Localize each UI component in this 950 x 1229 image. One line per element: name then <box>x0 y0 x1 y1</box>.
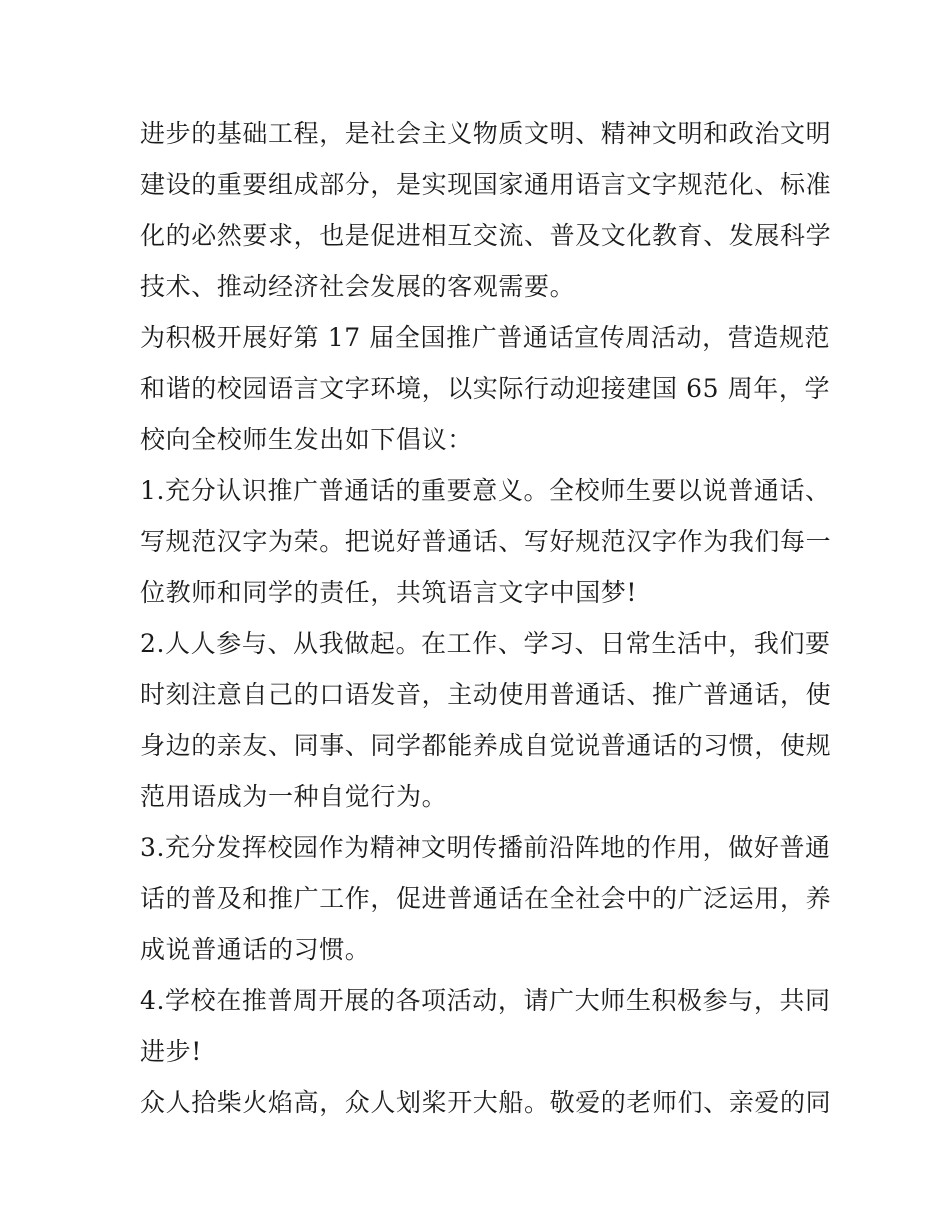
text-line: 4.学校在推普周开展的各项活动，请广大师生积极参与，共同 <box>140 986 831 1015</box>
text-line: 和谐的校园语言文字环境，以实际行动迎接建国 65 周年，学 <box>140 374 831 403</box>
paragraph-intro-continuation <box>140 108 830 312</box>
text-line: 进步! <box>140 1037 202 1066</box>
text-line: 化的必然要求，也是促进相互交流、普及文化教育、发展科学 <box>140 221 832 250</box>
text-line: 话的普及和推广工作，促进普通话在全社会中的广泛运用，养 <box>140 884 832 913</box>
paragraph-item-3 <box>140 822 830 975</box>
text-line: 3.充分发挥校园作为精神文明传播前沿阵地的作用，做好普通 <box>140 833 831 862</box>
text-line: 建设的重要组成部分，是实现国家通用语言文字规范化、标准 <box>140 170 832 199</box>
text-line: 位教师和同学的责任，共筑语言文字中国梦! <box>140 578 638 607</box>
paragraph-item-4 <box>140 975 830 1077</box>
text-line: 众人拾柴火焰高，众人划桨开大船。敬爱的老师们、亲爱的同 <box>140 1088 832 1117</box>
text-line: 进步的基础工程，是社会主义物质文明、精神文明和政治文明 <box>140 119 832 148</box>
text-line: 技术、推动经济社会发展的客观需要。 <box>140 272 576 301</box>
text-line: 写规范汉字为荣。把说好普通话、写好规范汉字作为我们每一 <box>140 527 832 556</box>
text-line: 为积极开展好第 17 届全国推广普通话宣传周活动，营造规范 <box>140 323 831 352</box>
text-line: 2.人人参与、从我做起。在工作、学习、日常生活中，我们要 <box>140 629 831 658</box>
text-line: 身边的亲友、同事、同学都能养成自觉说普通话的习惯，使规 <box>140 731 832 760</box>
paragraph-proposal-intro <box>140 312 830 465</box>
paragraph-item-2 <box>140 618 830 822</box>
text-line: 校向全校师生发出如下倡议： <box>140 425 473 454</box>
text-line: 成说普通话的习惯。 <box>140 935 371 964</box>
text-line: 范用语成为一种自觉行为。 <box>140 782 448 811</box>
text-line: 1.充分认识推广普通话的重要意义。全校师生要以说普通话、 <box>140 476 831 505</box>
paragraph-item-1 <box>140 465 830 618</box>
paragraph-closing <box>140 1077 830 1128</box>
document-body <box>140 108 830 1128</box>
text-line: 时刻注意自己的口语发音，主动使用普通话、推广普通话，使 <box>140 680 832 709</box>
